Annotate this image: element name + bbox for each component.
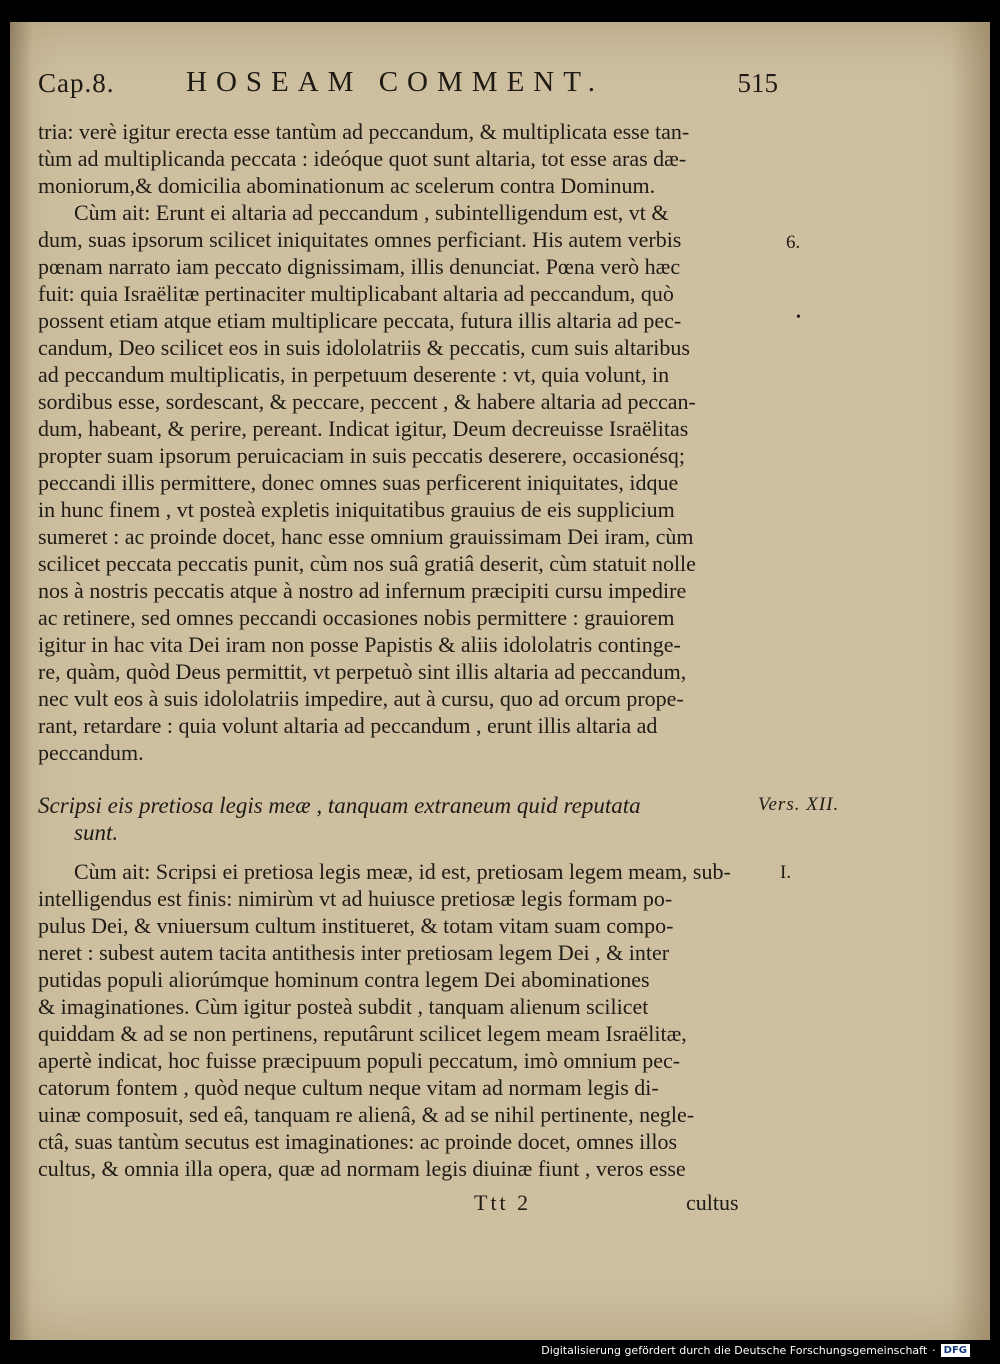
text-line: intelligendus est finis: nimirùm vt ad huiusce pretiosæ legis formam po- [38, 886, 673, 911]
text-line: cultus, & omnia illa opera, quæ ad normam legis diuinæ fiunt , veros esse [38, 1156, 686, 1181]
separator-dot: · [932, 1344, 936, 1357]
text-line: nos à nostris peccatis atque à nostro ad infernum præcipiti cursu impedire [38, 578, 687, 603]
text-line: in hunc finem , vt posteà expletis iniquitatibus grauius de eis supplicium [38, 497, 675, 522]
chapter-label: Cap.8. [38, 68, 115, 98]
text-line: ac retinere, sed omnes peccandi occasiones nobis permittere : grauiorem [38, 605, 675, 630]
text-line: candum, Deo scilicet eos in suis idololatriis & peccatis, cum suis altaribus [38, 335, 690, 360]
text-line: quiddam & ad se non pertinens, reputârunt scilicet legem meam Israëlitæ, [38, 1021, 687, 1046]
running-title: HOSEAM COMMENT. [186, 66, 605, 98]
text-line: & imaginationes. Cùm igitur posteà subdit , tanquam alienum scilicet [38, 994, 649, 1019]
margin-verse-ref: Vers. XII. [758, 794, 840, 815]
text-line: rant, retardare : quia volunt altaria ad peccandum , erunt illis altaria ad [38, 713, 658, 738]
text-line: ctâ, suas tantùm secutus est imaginationes: ac proinde docet, omnes illos [38, 1129, 678, 1154]
text-line: peccandi illis permittere, donec omnes suas perficerent iniquitates, idque [38, 470, 679, 495]
gutter-shadow [10, 22, 32, 1340]
text-line: nec vult eos à suis idololatriis impedire, aut à cursu, quo ad orcum prope- [38, 686, 684, 711]
text-line: scilicet peccata peccatis punit, cùm nos suâ gratiâ deserit, cùm statuit nolle [38, 551, 696, 576]
scripture-verse [38, 792, 754, 846]
text-line: moniorum,& domicilia abominationum ac scelerum contra Dominum. [38, 173, 656, 198]
signature-mark: Ttt 2 [474, 1190, 532, 1215]
text-line: tria: verè igitur erecta esse tantùm ad peccandum, & multiplicata esse tan- [38, 119, 690, 144]
text-line: sumeret : ac proinde docet, hanc esse omnium grauissimam Dei iram, cùm [38, 524, 694, 549]
text-line: putidas populi aliorúmque hominum contra legem Dei abominationes [38, 967, 650, 992]
commentary-text-block-2 [38, 858, 754, 1182]
text-line: pulus Dei, & vniuersum cultum institueret, & totam vitam suam compo- [38, 913, 674, 938]
running-header [38, 62, 778, 102]
page-number: 515 [737, 68, 778, 98]
text-line: Cùm ait: Erunt ei altaria ad peccandum , subintelligendum est, vt & [74, 200, 669, 225]
verse-line: sunt. [74, 820, 119, 845]
text-line: peccandum. [38, 740, 144, 765]
margin-note-6: 6. [786, 232, 801, 253]
text-line: tùm ad multiplicanda peccata : ideóque quot sunt altaria, tot esse aras dæ- [38, 146, 687, 171]
text-line: fuit: quia Israëlitæ pertinaciter multiplicabant altaria ad peccandum, quò [38, 281, 674, 306]
text-line: ad peccandum multiplicatis, in perpetuum deserente : vt, quia volunt, in [38, 362, 670, 387]
catchword: cultus [686, 1190, 739, 1215]
text-line: possent etiam atque etiam multiplicare peccata, futura illis altaria ad pec- [38, 308, 682, 333]
text-line: dum, habeant, & perire, pereant. Indicat igitur, Deum decreuisse Israëlitas [38, 416, 689, 441]
text-line: igitur in hac vita Dei iram non posse Papistis & aliis idololatris continge- [38, 632, 681, 657]
dfg-logo: DFG [941, 1344, 970, 1357]
text-line: dum, suas ipsorum scilicet iniquitates omnes perficiant. His autem verbis [38, 227, 682, 252]
text-line: pœnam narrato iam peccato dignissimam, illis denunciat. Pœna verò hæc [38, 254, 681, 279]
text-line: catorum fontem , quòd neque cultum neque vitam ad normam legis di- [38, 1075, 659, 1100]
margin-note-1: I. [780, 862, 792, 883]
margin-dot-mark: • [796, 310, 801, 325]
text-line: sordibus esse, sordescant, & peccare, peccent , & habere altaria ad peccan- [38, 389, 696, 414]
text-line: neret : subest autem tacita antithesis inter pretiosam legem Dei , & inter [38, 940, 670, 965]
text-line: propter suam ipsorum peruicaciam in suis peccatis deserere, occasionésq; [38, 443, 685, 468]
text-line: apertè indicat, hoc fuisse præcipuum populi peccatum, imò omnium pec- [38, 1048, 681, 1073]
verse-line: Scripsi eis pretiosa legis meæ , tanquam extraneum quid reputata [38, 793, 641, 818]
commentary-text-block-1 [38, 118, 754, 766]
text-line: Cùm ait: Scripsi ei pretiosa legis meæ, id est, pretiosam legem meam, sub- [74, 859, 731, 884]
funding-notice [541, 1344, 970, 1357]
text-line: uinæ composuit, sed eâ, tanquam re alienâ, & ad se nihil pertinente, negle- [38, 1102, 695, 1127]
funding-text: Digitalisierung gefördert durch die Deutsche Forschungsgemeinschaft [541, 1344, 928, 1357]
text-line: re, quàm, quòd Deus permittit, vt perpetuò sint illis altaria ad peccandum, [38, 659, 687, 684]
